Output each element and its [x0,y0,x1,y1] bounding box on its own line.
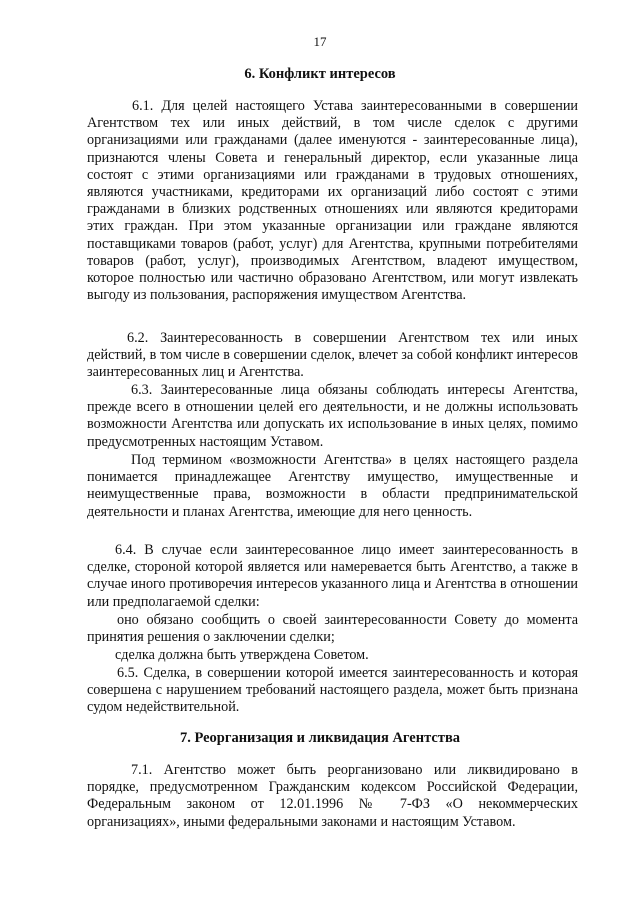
section-6-heading: 6. Конфликт интересов [244,66,396,82]
page-number: 17 [313,34,327,49]
section-7-heading: 7. Реорганизация и ликвидация Агентства [179,730,461,746]
paragraph-6-3-definition: Под термином «возможности Агентства» в целях настоящего раздела понимается принадлежащее Агентству имущество, имущественные и неимущественные права, возможности в области предпринимательской деятельности и планах Агентства, имеющие для него ценность. [87,452,578,520]
paragraph-6-2: 6.2. Заинтересованность в совершении Агентством тех или иных действий, в том числе в совершении сделок, влечет за собой конфликт интересов заинтересованных лиц и Агентства. [87,330,578,381]
paragraph-7-1: 7.1. Агентство может быть реорганизовано или ликвидировано в порядке, предусмотренном Гражданским кодексом Российской Федерации, Федеральным законом от 12.01.1996 № 7-ФЗ «О некоммерческих организациях», иными федеральными законами и настоящим Уставом. [87,762,578,830]
paragraph-6-1: 6.1. Для целей настоящего Устава заинтересованными в совершении Агентством тех или иных действий, в том числе сделок с другими организациями или гражданами (далее именуются - заинтересованные лица), признаются члены Совета и генеральный директор, если указанные лица состоят с этими организациями или гражданами в трудовых отношениях, являются участниками, кредиторами их организаций либо состоят с этими гражданами в близких родственных отношениях или являются кредиторами этих граждан. При этом указанные организации или граждане являются поставщиками товаров (работ, услуг) для Агентства, крупными потребителями товаров (работ, услуг), производимых Агентством, владеют имуществом, которое полностью или частично образовано Агентством, или могут извлекать выгоду из пользования, распоряжения имуществом Агентства. [87,98,578,304]
paragraph-6-4: 6.4. В случае если заинтересованное лицо имеет заинтересованность в сделке, стороной которой является или намеревается быть Агентство, а также в случае иного противоречия интересов указанного лица и Агентства в отношении или предполагаемой сделки: [87,542,578,610]
paragraph-6-4-item-1: оно обязано сообщить о своей заинтересованности Совету до момента принятия решения о заключении сделки; [87,612,578,646]
paragraph-6-5: 6.5. Сделка, в совершении которой имеется заинтересованность и которая совершена с нарушением требований настоящего раздела, может быть признана судом недействительной. [87,665,578,716]
paragraph-6-4-item-2: сделка должна быть утверждена Советом. [115,647,369,663]
paragraph-6-3: 6.3. Заинтересованные лица обязаны соблюдать интересы Агентства, прежде всего в отношении целей его деятельности, и не должны использовать возможности Агентства или допускать их использование в иных целях, помимо предусмотренных настоящим Уставом. [87,382,578,450]
